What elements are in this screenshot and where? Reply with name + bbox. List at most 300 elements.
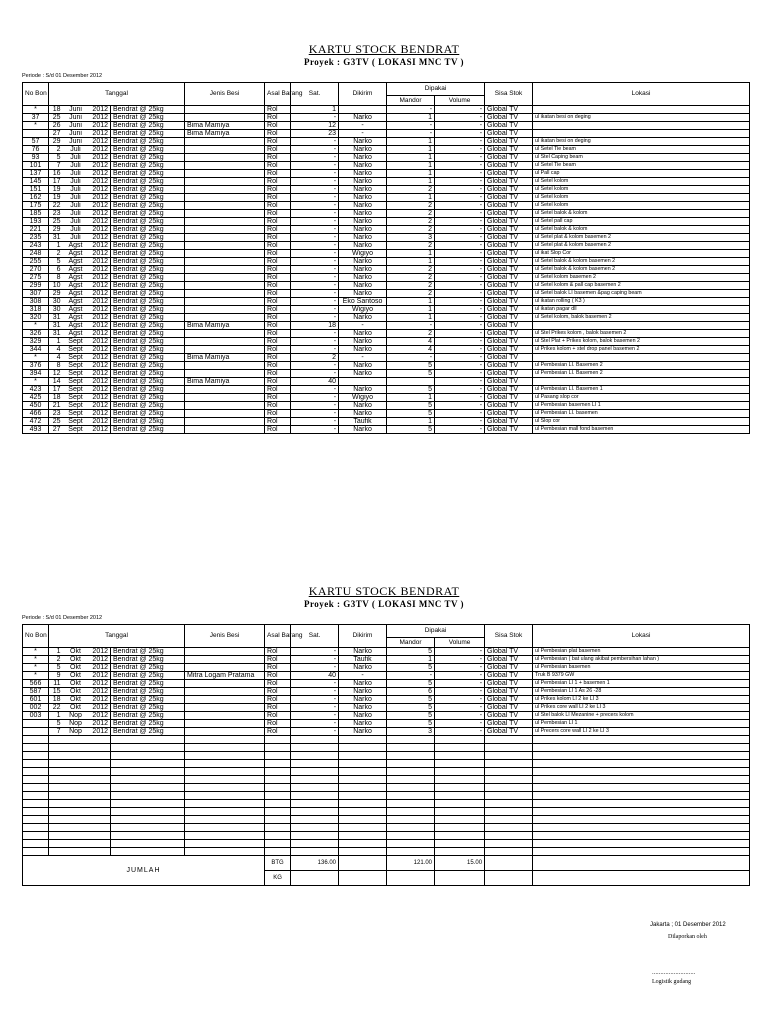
table-cell: Narko <box>339 290 387 298</box>
empty-cell <box>63 816 89 824</box>
table-cell: 2 <box>387 226 435 234</box>
table-cell: 31 <box>49 314 63 322</box>
table-row <box>23 146 750 154</box>
table-cell: Rol <box>265 114 291 122</box>
empty-cell <box>49 776 63 784</box>
empty-cell <box>291 840 339 848</box>
table-cell <box>185 170 265 178</box>
table-cell: Bendrat @ 25kg <box>111 426 185 434</box>
empty-cell <box>533 800 750 808</box>
table-cell: - <box>291 696 339 704</box>
table-cell: - <box>435 386 485 394</box>
total-label: JUMLAH <box>23 856 265 886</box>
table-cell: - <box>291 202 339 210</box>
empty-cell <box>387 808 435 816</box>
table-cell: Rol <box>265 720 291 728</box>
table-cell: Narko <box>339 266 387 274</box>
table-cell: ul Setel kolom & pall cap basemen 2 <box>533 282 750 290</box>
empty-cell <box>533 808 750 816</box>
table-cell: Global TV <box>485 394 533 402</box>
table-cell: - <box>435 178 485 186</box>
table-row <box>23 426 750 434</box>
table-cell: 1 <box>387 138 435 146</box>
table-cell: Narko <box>339 242 387 250</box>
table-cell: Sept <box>63 402 89 410</box>
table-cell: ul Setel kolom <box>533 194 750 202</box>
table-cell: - <box>387 106 435 114</box>
table-cell: 26 <box>49 122 63 130</box>
table-cell: Narko <box>339 362 387 370</box>
empty-cell <box>89 824 111 832</box>
empty-cell <box>387 736 435 744</box>
empty-row <box>23 744 750 752</box>
empty-cell <box>291 768 339 776</box>
table-cell: 29 <box>49 290 63 298</box>
table-cell <box>185 178 265 186</box>
table-cell: ul Precers core wall LI 2 ke LI 3 <box>533 728 750 736</box>
table-cell: Juli <box>63 202 89 210</box>
table-cell: Okt <box>63 648 89 656</box>
empty-cell <box>63 800 89 808</box>
table-cell: Eko Santoso <box>339 298 387 306</box>
table-cell: Rol <box>265 648 291 656</box>
sheet2-table <box>22 624 750 886</box>
table-cell: - <box>435 418 485 426</box>
table-cell: 3 <box>387 234 435 242</box>
table-cell: 1 <box>387 250 435 258</box>
empty-cell <box>265 744 291 752</box>
table-cell: 5 <box>387 696 435 704</box>
table-cell: 235 <box>23 234 49 242</box>
table-cell: Nop <box>63 728 89 736</box>
table-cell: Bendrat @ 25kg <box>111 712 185 720</box>
empty-cell <box>435 792 485 800</box>
empty-cell <box>185 760 265 768</box>
table-cell: - <box>435 426 485 434</box>
empty-cell <box>111 744 185 752</box>
table-cell: Bima Mamiya <box>185 322 265 330</box>
table-cell <box>533 130 750 138</box>
table-cell: Narko <box>339 688 387 696</box>
table-cell: 1 <box>387 314 435 322</box>
empty-cell <box>387 776 435 784</box>
empty-cell <box>23 840 49 848</box>
table-cell: Rol <box>265 146 291 154</box>
table-cell: ul Stel Caping beam <box>533 154 750 162</box>
table-cell: Narko <box>339 186 387 194</box>
table-cell: 1 <box>49 648 63 656</box>
table-cell: Narko <box>339 370 387 378</box>
empty-cell <box>185 744 265 752</box>
table-cell: - <box>291 680 339 688</box>
table-cell <box>185 146 265 154</box>
table-cell: Global TV <box>485 648 533 656</box>
total-kg-sisa <box>435 871 485 886</box>
table-cell: Global TV <box>485 178 533 186</box>
table-cell: ul Setel balok & kolom basemen 2 <box>533 266 750 274</box>
empty-cell <box>291 784 339 792</box>
table-cell: ul Pembesian mall fond basemen <box>533 426 750 434</box>
empty-cell <box>63 760 89 768</box>
table-row <box>23 138 750 146</box>
table-cell: - <box>291 664 339 672</box>
table-cell: 2012 <box>89 218 111 226</box>
table-cell: 2012 <box>89 680 111 688</box>
table-cell: - <box>291 178 339 186</box>
table-cell: 243 <box>23 242 49 250</box>
table-cell <box>185 394 265 402</box>
table-cell: Sept <box>63 338 89 346</box>
table-cell: 5 <box>387 720 435 728</box>
table-cell <box>185 728 265 736</box>
table-cell: ul Setel Tie beam <box>533 162 750 170</box>
empty-cell <box>89 784 111 792</box>
table-cell: 2 <box>49 656 63 664</box>
table-cell: Global TV <box>485 186 533 194</box>
table-cell: - <box>435 202 485 210</box>
table-cell: - <box>435 656 485 664</box>
table-cell: - <box>435 114 485 122</box>
table-cell: 255 <box>23 258 49 266</box>
table-cell: 4 <box>49 354 63 362</box>
header-sisa-stok: Sisa Stok <box>485 83 533 106</box>
table-cell: 2012 <box>89 362 111 370</box>
table-cell: - <box>291 704 339 712</box>
table-cell: 2012 <box>89 282 111 290</box>
empty-cell <box>185 808 265 816</box>
table-cell: 2012 <box>89 378 111 386</box>
table-cell <box>185 234 265 242</box>
table-cell: 2 <box>387 210 435 218</box>
table-cell: Agst <box>63 306 89 314</box>
table-cell: 2 <box>387 218 435 226</box>
table-cell: 326 <box>23 330 49 338</box>
table-cell: 472 <box>23 418 49 426</box>
table-cell: 2012 <box>89 648 111 656</box>
empty-cell <box>339 736 387 744</box>
table-cell: Rol <box>265 250 291 258</box>
table-cell <box>185 664 265 672</box>
table-cell: 5 <box>387 426 435 434</box>
header-volume: Volume <box>435 96 485 106</box>
table-row <box>23 154 750 162</box>
header-mandor: Mandor <box>387 96 435 106</box>
table-cell <box>185 338 265 346</box>
table-cell: - <box>435 170 485 178</box>
empty-cell <box>387 744 435 752</box>
table-cell: * <box>23 354 49 362</box>
table-cell: 30 <box>49 306 63 314</box>
table-cell <box>185 266 265 274</box>
footer-place-date: Jakarta ; 01 Desember 2012 <box>650 922 726 928</box>
total-dikirim: 136.00 <box>291 856 339 871</box>
table-cell <box>185 656 265 664</box>
empty-cell <box>291 744 339 752</box>
empty-cell <box>387 760 435 768</box>
table-cell: 2 <box>387 290 435 298</box>
table-cell: ul Pembesian LI 1 + basemen 1 <box>533 680 750 688</box>
empty-cell <box>339 808 387 816</box>
table-cell: Agst <box>63 298 89 306</box>
table-cell: Taufik <box>339 656 387 664</box>
table-cell: Wigiyo <box>339 250 387 258</box>
empty-cell <box>89 800 111 808</box>
table-row <box>23 210 750 218</box>
table-cell: 2012 <box>89 122 111 130</box>
empty-cell <box>111 784 185 792</box>
table-cell: - <box>291 314 339 322</box>
table-cell: Narko <box>339 346 387 354</box>
table-cell: Juli <box>63 178 89 186</box>
table-cell: 450 <box>23 402 49 410</box>
table-cell: 9 <box>49 672 63 680</box>
table-cell: - <box>435 106 485 114</box>
empty-cell <box>339 824 387 832</box>
table-cell: 2012 <box>89 202 111 210</box>
empty-cell <box>63 736 89 744</box>
table-cell: - <box>291 394 339 402</box>
table-cell: ul Pembesian LI. Basemen 1 <box>533 386 750 394</box>
table-cell: Agst <box>63 266 89 274</box>
table-cell: Bendrat @ 25kg <box>111 138 185 146</box>
header-tanggal: Tanggal <box>49 625 185 648</box>
table-cell: 2012 <box>89 290 111 298</box>
table-cell: - <box>339 322 387 330</box>
table-cell: 57 <box>23 138 49 146</box>
empty-cell <box>485 776 533 784</box>
empty-cell <box>339 744 387 752</box>
table-cell: Rol <box>265 234 291 242</box>
empty-cell <box>111 840 185 848</box>
table-cell: Bendrat @ 25kg <box>111 218 185 226</box>
empty-cell <box>485 816 533 824</box>
table-cell: Juli <box>63 154 89 162</box>
sheet2-title: KARTU STOCK BENDRAT <box>308 584 460 598</box>
table-cell: 425 <box>23 394 49 402</box>
table-cell: - <box>291 210 339 218</box>
table-cell: 493 <box>23 426 49 434</box>
table-cell: Juli <box>63 218 89 226</box>
empty-cell <box>291 832 339 840</box>
table-cell: Juli <box>63 194 89 202</box>
table-cell: - <box>291 186 339 194</box>
table-row <box>23 186 750 194</box>
total-kg-lokasi <box>485 871 533 886</box>
table-row <box>23 386 750 394</box>
empty-cell <box>485 832 533 840</box>
table-cell: Rol <box>265 664 291 672</box>
empty-cell <box>89 832 111 840</box>
table-cell: 1 <box>387 154 435 162</box>
table-cell: Bendrat @ 25kg <box>111 696 185 704</box>
table-cell: 2012 <box>89 338 111 346</box>
table-cell: Rol <box>265 202 291 210</box>
table-cell: Rol <box>265 162 291 170</box>
table-cell: - <box>435 146 485 154</box>
table-cell: Bendrat @ 25kg <box>111 202 185 210</box>
table-cell: Narko <box>339 712 387 720</box>
table-cell: Bendrat @ 25kg <box>111 274 185 282</box>
empty-cell <box>89 808 111 816</box>
table-cell: 6 <box>49 266 63 274</box>
table-cell: Global TV <box>485 338 533 346</box>
table-cell: ul Pembesian plat basemen <box>533 648 750 656</box>
table-cell: 2012 <box>89 194 111 202</box>
table-cell: Sept <box>63 354 89 362</box>
empty-cell <box>63 744 89 752</box>
table-row <box>23 274 750 282</box>
table-cell <box>185 386 265 394</box>
table-cell: Rol <box>265 386 291 394</box>
table-cell: 5 <box>387 370 435 378</box>
header-lokasi: Lokasi <box>533 83 750 106</box>
table-cell: Agst <box>63 282 89 290</box>
table-cell: Narko <box>339 178 387 186</box>
table-cell: 145 <box>23 178 49 186</box>
empty-cell <box>265 808 291 816</box>
table-cell: - <box>291 410 339 418</box>
table-cell: 2012 <box>89 386 111 394</box>
table-cell: 1 <box>387 162 435 170</box>
header-sat: Sat. <box>291 625 339 648</box>
table-row <box>23 242 750 250</box>
table-cell: - <box>291 258 339 266</box>
table-cell: 2 <box>49 146 63 154</box>
table-cell: - <box>291 306 339 314</box>
empty-cell <box>49 744 63 752</box>
table-cell: Agst <box>63 330 89 338</box>
table-cell: ul Pembesian LI 1 <box>533 720 750 728</box>
table-cell <box>185 696 265 704</box>
table-cell: Okt <box>63 680 89 688</box>
empty-cell <box>23 792 49 800</box>
table-cell: 2012 <box>89 728 111 736</box>
table-cell: Bendrat @ 25kg <box>111 402 185 410</box>
table-cell: Bendrat @ 25kg <box>111 122 185 130</box>
empty-cell <box>23 824 49 832</box>
empty-cell <box>291 792 339 800</box>
table-cell: Bendrat @ 25kg <box>111 194 185 202</box>
table-cell: ul Prikes core wall LI 2 ke LI 3 <box>533 704 750 712</box>
table-cell <box>185 274 265 282</box>
table-cell: 25 <box>49 218 63 226</box>
header-volume: Volume <box>435 638 485 648</box>
empty-cell <box>49 760 63 768</box>
table-cell <box>185 370 265 378</box>
table-cell: ul Pall cap <box>533 170 750 178</box>
empty-cell <box>265 776 291 784</box>
table-cell: 2 <box>291 354 339 362</box>
table-cell: Narko <box>339 258 387 266</box>
table-cell: Bendrat @ 25kg <box>111 258 185 266</box>
table-cell: - <box>291 114 339 122</box>
table-cell: - <box>291 386 339 394</box>
table-cell: Global TV <box>485 194 533 202</box>
table-cell <box>533 106 750 114</box>
table-cell: 23 <box>291 130 339 138</box>
table-cell: Bendrat @ 25kg <box>111 672 185 680</box>
empty-cell <box>63 832 89 840</box>
table-cell: Bendrat @ 25kg <box>111 290 185 298</box>
table-cell: Global TV <box>485 234 533 242</box>
table-cell: * <box>23 672 49 680</box>
table-cell <box>23 728 49 736</box>
table-cell: Bendrat @ 25kg <box>111 680 185 688</box>
empty-cell <box>265 800 291 808</box>
table-cell: 2012 <box>89 242 111 250</box>
table-cell: 11 <box>49 680 63 688</box>
empty-cell <box>265 848 291 856</box>
table-cell: Global TV <box>485 226 533 234</box>
empty-cell <box>111 792 185 800</box>
table-cell: Bendrat @ 25kg <box>111 656 185 664</box>
table-cell: 344 <box>23 346 49 354</box>
table-cell: Bendrat @ 25kg <box>111 106 185 114</box>
table-cell: Bima Mamiya <box>185 122 265 130</box>
empty-cell <box>111 760 185 768</box>
table-cell <box>533 378 750 386</box>
table-cell: 376 <box>23 362 49 370</box>
empty-cell <box>387 832 435 840</box>
table-cell: 1 <box>49 712 63 720</box>
empty-cell <box>485 848 533 856</box>
table-cell: - <box>435 410 485 418</box>
empty-cell <box>339 792 387 800</box>
table-cell <box>533 322 750 330</box>
table-cell: Juli <box>63 210 89 218</box>
table-cell: - <box>291 138 339 146</box>
table-cell: 2012 <box>89 410 111 418</box>
empty-cell <box>63 776 89 784</box>
empty-cell <box>49 816 63 824</box>
table-cell: Global TV <box>485 720 533 728</box>
empty-cell <box>111 736 185 744</box>
table-cell <box>185 330 265 338</box>
table-cell: Global TV <box>485 410 533 418</box>
empty-cell <box>111 808 185 816</box>
table-cell: 22 <box>49 202 63 210</box>
table-cell: Narko <box>339 728 387 736</box>
empty-row <box>23 848 750 856</box>
table-cell: 307 <box>23 290 49 298</box>
empty-cell <box>435 776 485 784</box>
table-cell: Rol <box>265 138 291 146</box>
table-cell: 2012 <box>89 688 111 696</box>
empty-cell <box>435 736 485 744</box>
table-cell: - <box>291 688 339 696</box>
table-cell: 1 <box>291 106 339 114</box>
table-cell: - <box>435 338 485 346</box>
table-row <box>23 314 750 322</box>
empty-cell <box>23 816 49 824</box>
table-cell: Bendrat @ 25kg <box>111 226 185 234</box>
table-cell: - <box>291 234 339 242</box>
empty-cell <box>265 760 291 768</box>
table-cell: Juli <box>63 234 89 242</box>
table-row <box>23 418 750 426</box>
table-cell: 320 <box>23 314 49 322</box>
empty-cell <box>23 744 49 752</box>
table-cell: 18 <box>49 394 63 402</box>
table-cell: Agst <box>63 250 89 258</box>
table-cell: Okt <box>63 664 89 672</box>
header-sat: Sat. <box>291 83 339 106</box>
table-cell <box>185 242 265 250</box>
empty-cell <box>435 824 485 832</box>
empty-cell <box>111 800 185 808</box>
table-cell: Rol <box>265 330 291 338</box>
table-cell: 5 <box>387 362 435 370</box>
